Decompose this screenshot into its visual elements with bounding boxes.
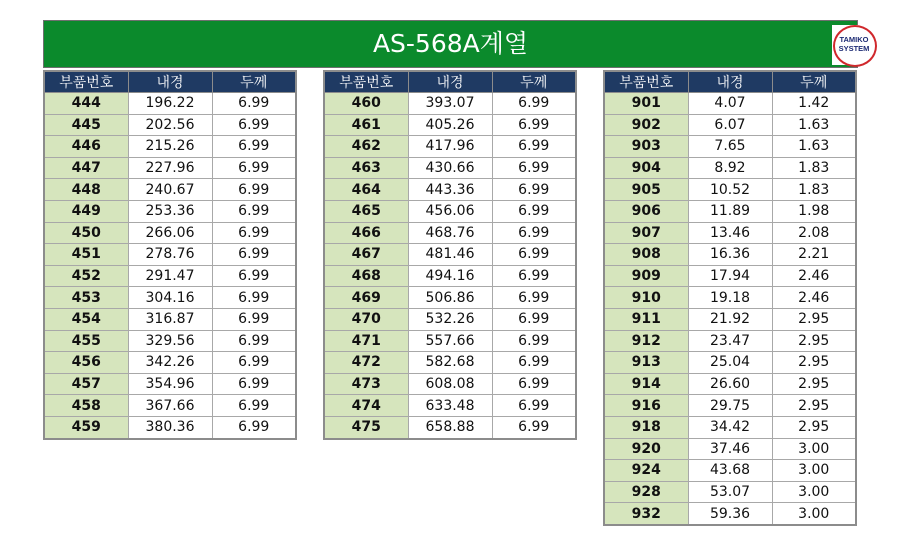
thickness-cell: 6.99 [492,244,576,266]
part-number-cell: 468 [324,265,408,287]
thickness-cell: 2.95 [772,308,856,330]
table-row [324,330,576,352]
thickness-cell: 6.99 [212,308,296,330]
part-number-cell: 918 [604,416,688,438]
part-number-cell: 444 [44,93,128,115]
part-number-cell: 448 [44,179,128,201]
table-row [44,93,296,115]
header-thickness: 두께 [212,71,296,93]
thickness-cell: 6.99 [492,308,576,330]
part-number-cell: 459 [44,416,128,438]
table-row [604,481,856,503]
part-number-cell: 465 [324,200,408,222]
table-row [324,179,576,201]
logo-line1: TAMIKO [839,35,869,44]
inner-diameter-cell: 7.65 [688,136,772,158]
thickness-cell: 1.63 [772,136,856,158]
inner-diameter-cell: 468.76 [408,222,492,244]
part-number-cell: 904 [604,157,688,179]
part-number-cell: 902 [604,114,688,136]
thickness-cell: 6.99 [492,287,576,309]
part-number-cell: 463 [324,157,408,179]
inner-diameter-cell: 29.75 [688,395,772,417]
parts-table-1 [43,70,297,440]
thickness-cell: 1.83 [772,157,856,179]
inner-diameter-cell: 240.67 [128,179,212,201]
inner-diameter-cell: 34.42 [688,416,772,438]
table-row [44,416,296,438]
table-row [324,416,576,438]
inner-diameter-cell: 13.46 [688,222,772,244]
table-row [44,308,296,330]
inner-diameter-cell: 557.66 [408,330,492,352]
inner-diameter-cell: 23.47 [688,330,772,352]
thickness-cell: 2.95 [772,373,856,395]
part-number-cell: 914 [604,373,688,395]
table-row [44,352,296,374]
inner-diameter-cell: 329.56 [128,330,212,352]
thickness-cell: 6.99 [212,179,296,201]
thickness-cell: 6.99 [492,352,576,374]
table-row [604,222,856,244]
part-number-cell: 474 [324,395,408,417]
table-row [604,503,856,525]
thickness-cell: 6.99 [212,373,296,395]
header-part-number: 부품번호 [324,71,408,93]
table-row [604,460,856,482]
inner-diameter-cell: 21.92 [688,308,772,330]
inner-diameter-cell: 215.26 [128,136,212,158]
table-row [44,395,296,417]
inner-diameter-cell: 291.47 [128,265,212,287]
inner-diameter-cell: 430.66 [408,157,492,179]
table-row [44,222,296,244]
table-row [44,244,296,266]
table-row [324,395,576,417]
header-inner-diameter: 내경 [128,71,212,93]
part-number-cell: 452 [44,265,128,287]
inner-diameter-cell: 17.94 [688,265,772,287]
inner-diameter-cell: 278.76 [128,244,212,266]
inner-diameter-cell: 59.36 [688,503,772,525]
thickness-cell: 6.99 [212,416,296,438]
header-part-number: 부품번호 [44,71,128,93]
part-number-cell: 906 [604,200,688,222]
table-row [44,265,296,287]
thickness-cell: 6.99 [212,114,296,136]
part-number-cell: 909 [604,265,688,287]
inner-diameter-cell: 494.16 [408,265,492,287]
inner-diameter-cell: 43.68 [688,460,772,482]
thickness-cell: 6.99 [212,136,296,158]
table-row [44,373,296,395]
inner-diameter-cell: 380.36 [128,416,212,438]
thickness-cell: 6.99 [492,265,576,287]
part-number-cell: 901 [604,93,688,115]
table-row [324,287,576,309]
part-number-cell: 920 [604,438,688,460]
thickness-cell: 2.95 [772,352,856,374]
part-number-cell: 467 [324,244,408,266]
thickness-cell: 3.00 [772,438,856,460]
inner-diameter-cell: 8.92 [688,157,772,179]
parts-table-2 [323,70,577,440]
table-row [324,308,576,330]
inner-diameter-cell: 196.22 [128,93,212,115]
inner-diameter-cell: 11.89 [688,200,772,222]
inner-diameter-cell: 26.60 [688,373,772,395]
part-number-cell: 905 [604,179,688,201]
header-inner-diameter: 내경 [408,71,492,93]
thickness-cell: 6.99 [212,265,296,287]
inner-diameter-cell: 19.18 [688,287,772,309]
table-row [44,114,296,136]
part-number-cell: 911 [604,308,688,330]
inner-diameter-cell: 443.36 [408,179,492,201]
thickness-cell: 6.99 [492,136,576,158]
table-row [604,308,856,330]
thickness-cell: 2.46 [772,287,856,309]
part-number-cell: 469 [324,287,408,309]
thickness-cell: 6.99 [212,93,296,115]
table-row [604,244,856,266]
table-row [604,416,856,438]
table-row [324,136,576,158]
thickness-cell: 1.83 [772,179,856,201]
thickness-cell: 6.99 [212,157,296,179]
thickness-cell: 6.99 [492,200,576,222]
table-row [44,330,296,352]
thickness-cell: 3.00 [772,481,856,503]
thickness-cell: 6.99 [492,93,576,115]
inner-diameter-cell: 532.26 [408,308,492,330]
table-row [324,93,576,115]
thickness-cell: 6.99 [492,416,576,438]
part-number-cell: 928 [604,481,688,503]
thickness-cell: 6.99 [492,179,576,201]
part-number-cell: 445 [44,114,128,136]
part-number-cell: 473 [324,373,408,395]
part-number-cell: 471 [324,330,408,352]
part-number-cell: 458 [44,395,128,417]
table-row [604,330,856,352]
table-row [44,200,296,222]
thickness-cell: 6.99 [492,330,576,352]
table-row [44,179,296,201]
thickness-cell: 2.08 [772,222,856,244]
thickness-cell: 1.98 [772,200,856,222]
inner-diameter-cell: 227.96 [128,157,212,179]
header-inner-diameter: 내경 [688,71,772,93]
thickness-cell: 6.99 [212,244,296,266]
part-number-cell: 449 [44,200,128,222]
header-row [324,71,576,93]
inner-diameter-cell: 367.66 [128,395,212,417]
table-row [324,244,576,266]
inner-diameter-cell: 253.36 [128,200,212,222]
header-thickness: 두께 [492,71,576,93]
inner-diameter-cell: 393.07 [408,93,492,115]
header-part-number: 부품번호 [604,71,688,93]
inner-diameter-cell: 633.48 [408,395,492,417]
table-row [324,114,576,136]
part-number-cell: 446 [44,136,128,158]
part-number-cell: 916 [604,395,688,417]
thickness-cell: 6.99 [212,352,296,374]
table-row [44,287,296,309]
inner-diameter-cell: 25.04 [688,352,772,374]
thickness-cell: 6.99 [212,222,296,244]
table-row [604,200,856,222]
part-number-cell: 450 [44,222,128,244]
part-number-cell: 461 [324,114,408,136]
thickness-cell: 6.99 [492,373,576,395]
thickness-cell: 2.95 [772,416,856,438]
inner-diameter-cell: 354.96 [128,373,212,395]
thickness-cell: 2.95 [772,395,856,417]
header-row [44,71,296,93]
tamiko-logo [832,25,876,65]
table-row [44,136,296,158]
inner-diameter-cell: 304.16 [128,287,212,309]
inner-diameter-cell: 53.07 [688,481,772,503]
inner-diameter-cell: 658.88 [408,416,492,438]
table-row [324,222,576,244]
inner-diameter-cell: 405.26 [408,114,492,136]
table-row [324,157,576,179]
part-number-cell: 454 [44,308,128,330]
thickness-cell: 6.99 [492,395,576,417]
part-number-cell: 908 [604,244,688,266]
thickness-cell: 1.63 [772,114,856,136]
inner-diameter-cell: 481.46 [408,244,492,266]
part-number-cell: 932 [604,503,688,525]
table-row [604,287,856,309]
part-number-cell: 924 [604,460,688,482]
thickness-cell: 6.99 [212,287,296,309]
part-number-cell: 913 [604,352,688,374]
part-number-cell: 455 [44,330,128,352]
inner-diameter-cell: 608.08 [408,373,492,395]
table-row [604,179,856,201]
thickness-cell: 2.21 [772,244,856,266]
inner-diameter-cell: 4.07 [688,93,772,115]
thickness-cell: 6.99 [492,157,576,179]
thickness-cell: 6.99 [492,222,576,244]
thickness-cell: 6.99 [492,114,576,136]
part-number-cell: 456 [44,352,128,374]
table-row [324,373,576,395]
part-number-cell: 460 [324,93,408,115]
inner-diameter-cell: 202.56 [128,114,212,136]
inner-diameter-cell: 342.26 [128,352,212,374]
thickness-cell: 3.00 [772,503,856,525]
table-row [604,93,856,115]
title-bar [43,20,870,68]
inner-diameter-cell: 10.52 [688,179,772,201]
thickness-cell: 2.95 [772,330,856,352]
table-row [324,200,576,222]
inner-diameter-cell: 456.06 [408,200,492,222]
table-row [44,157,296,179]
part-number-cell: 453 [44,287,128,309]
inner-diameter-cell: 266.06 [128,222,212,244]
part-number-cell: 451 [44,244,128,266]
table-row [604,136,856,158]
parts-table-3 [603,70,857,526]
table-row [604,265,856,287]
table-row [604,157,856,179]
table-row [324,265,576,287]
thickness-cell: 6.99 [212,330,296,352]
part-number-cell: 462 [324,136,408,158]
logo-line2: SYSTEM [838,44,870,53]
part-number-cell: 447 [44,157,128,179]
inner-diameter-cell: 316.87 [128,308,212,330]
inner-diameter-cell: 417.96 [408,136,492,158]
inner-diameter-cell: 506.86 [408,287,492,309]
inner-diameter-cell: 582.68 [408,352,492,374]
logo-text [832,35,876,53]
inner-diameter-cell: 16.36 [688,244,772,266]
page-title: AS-568A계열 [372,29,529,58]
part-number-cell: 903 [604,136,688,158]
inner-diameter-cell: 6.07 [688,114,772,136]
table-row [604,395,856,417]
part-number-cell: 464 [324,179,408,201]
part-number-cell: 466 [324,222,408,244]
part-number-cell: 910 [604,287,688,309]
thickness-cell: 1.42 [772,93,856,115]
thickness-cell: 2.46 [772,265,856,287]
part-number-cell: 472 [324,352,408,374]
header-thickness: 두께 [772,71,856,93]
header-row [604,71,856,93]
part-number-cell: 475 [324,416,408,438]
part-number-cell: 470 [324,308,408,330]
part-number-cell: 457 [44,373,128,395]
table-row [604,352,856,374]
inner-diameter-cell: 37.46 [688,438,772,460]
part-number-cell: 907 [604,222,688,244]
table-row [324,352,576,374]
table-row [604,114,856,136]
thickness-cell: 6.99 [212,395,296,417]
table-row [604,373,856,395]
thickness-cell: 6.99 [212,200,296,222]
part-number-cell: 912 [604,330,688,352]
table-row [604,438,856,460]
thickness-cell: 3.00 [772,460,856,482]
